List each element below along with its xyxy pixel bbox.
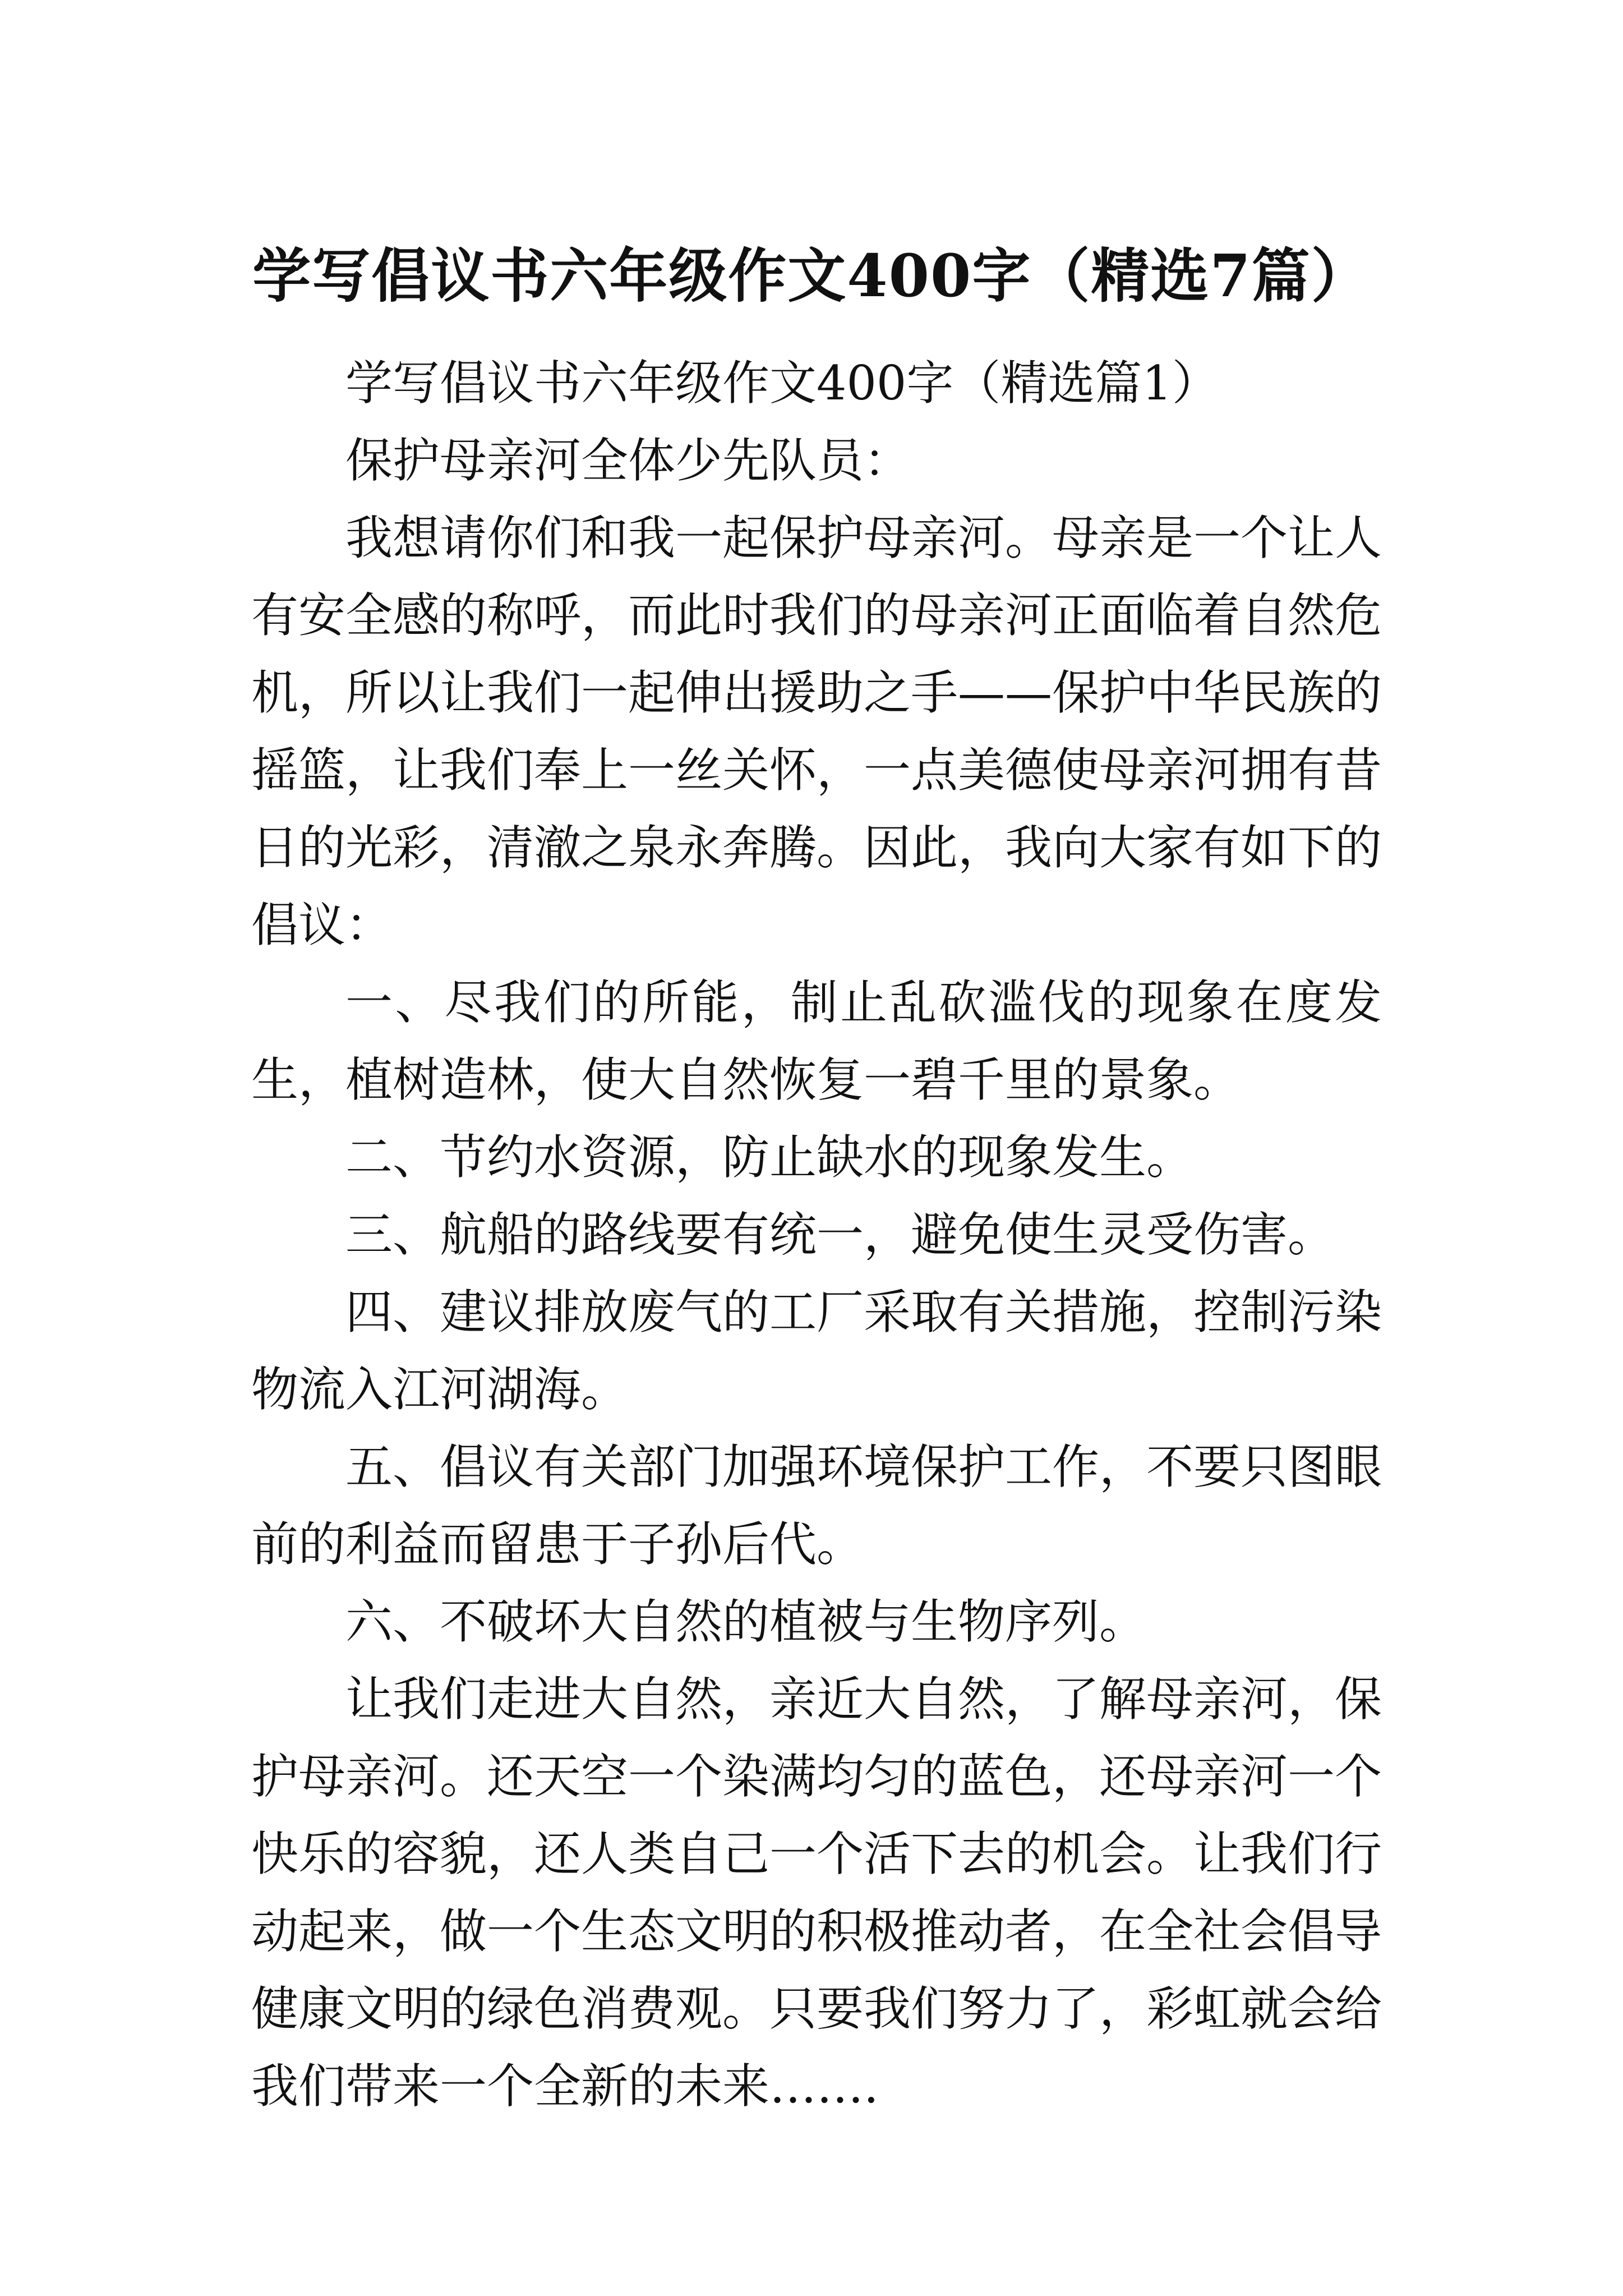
section-heading: 学写倡议书六年级作文400字（精选篇1） (345, 356, 1219, 411)
proposal-item-2: 二、节约水资源，防止缺水的现象发生。 (345, 1130, 1194, 1185)
proposal-item-5: 五、倡议有关部门加强环境保护工作，不要只图眼前的利益而留患于子孙后代。 (251, 1439, 1382, 1572)
document-body (251, 344, 1382, 2125)
proposal-item-3: 三、航船的路线要有统一，避免使生灵受伤害。 (345, 1207, 1335, 1262)
proposal-item-1: 一、尽我们的所能，制止乱砍滥伐的现象在度发生，植树造林，使大自然恢复一碧千里的景象。 (251, 975, 1382, 1107)
proposal-item-6: 六、不破坏大自然的植被与生物序列。 (345, 1594, 1147, 1649)
proposal-item-4: 四、建议排放废气的工厂采取有关措施，控制污染物流入江河湖海。 (251, 1285, 1382, 1417)
salutation: 保护母亲河全体少先队员： (345, 433, 911, 488)
closing-paragraph: 让我们走进大自然，亲近大自然，了解母亲河，保护母亲河。还天空一个染满均匀的蓝色，还母亲河一个快乐的容貌，还人类自己一个活下去的机会。让我们行动起来，做一个生态文明的积极推动者，在全社会倡导健康文明的绿色消费观。只要我们努力了，彩虹就会给我们带来一个全新的未来……. (251, 1672, 1382, 2114)
document-title: 学写倡议书六年级作文400字（精选7篇） (252, 241, 1371, 310)
intro-paragraph: 我想请你们和我一起保护母亲河。母亲是一个让人有安全感的称呼，而此时我们的母亲河正面临着自然危机，所以让我们一起伸出援助之手——保护中华民族的摇篮，让我们奉上一丝关怀，一点美德使母亲河拥有昔日的光彩，清澈之泉永奔腾。因此，我向大家有如下的倡议： (251, 510, 1382, 953)
